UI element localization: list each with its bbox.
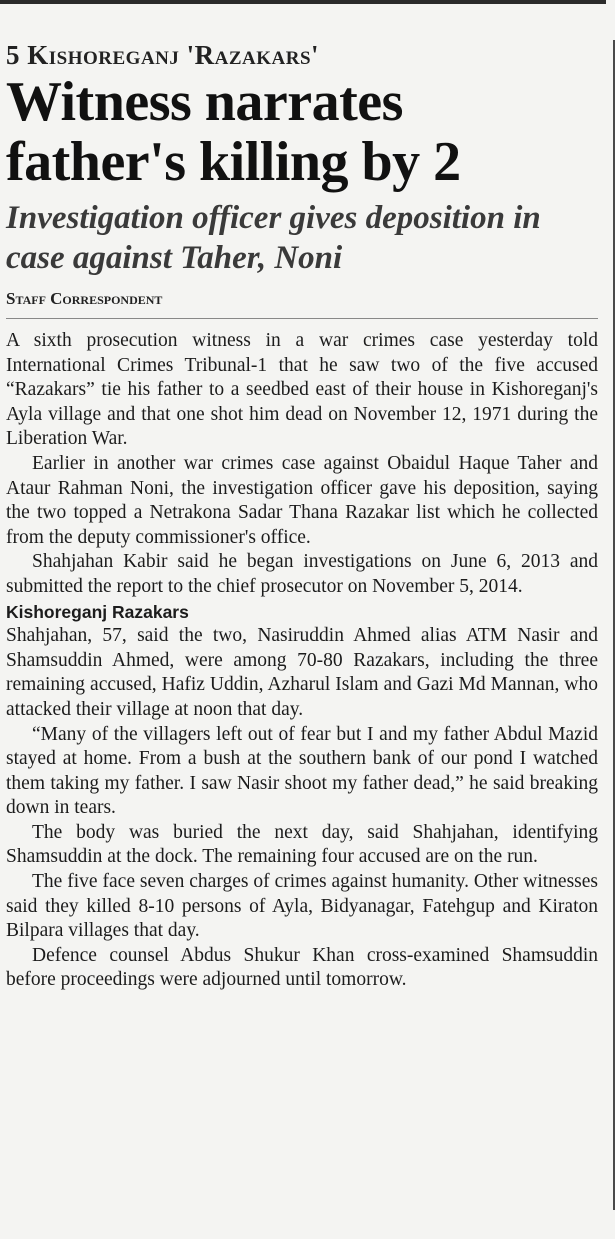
byline-divider	[6, 318, 598, 319]
paragraph: The five face seven charges of crimes against humanity. Other witnesses said they killed 8-10 persons of Ayla, Bidyanagar, Fatehgup and Kiraton Bilpara villages that day.	[6, 871, 598, 942]
paragraph: Shahjahan, 57, said the two, Nasiruddin Ahmed alias ATM Nasir and Shamsuddin Ahmed, were among 70-80 Razakars, including the three remaining accused, Hafiz Uddin, Azharul Islam and Gazi Md Mannan, who attacked their village at noon that day.	[6, 625, 598, 720]
paragraph: “Many of the villagers left out of fear but I and my father Abdul Mazid stayed at home. From a bush at the southern bank of our pond I watched them taking my father. I saw Nasir shoot my father dead,” he said breaking down in tears.	[6, 723, 598, 819]
paragraph: Earlier in another war crimes case against Obaidul Haque Taher and Ataur Rahman Noni, the investigation officer gave his deposition, saying the two topped a Netrakona Sadar Thana Razakar list which he collected from the deputy commissioner's office.	[6, 452, 598, 548]
news-article	[6, 38, 598, 993]
top-rule	[0, 0, 606, 4]
deck-subheadline: Investigation officer gives deposition in case against Taher, Noni	[6, 200, 541, 276]
kicker: 5 Kishoreganj 'Razakars'	[6, 40, 320, 70]
paragraph: A sixth prosecution witness in a war crimes case yesterday told International Crimes Tribunal-1 that he saw two of the five accused “Razakars” tie his father to a seedbed east of their house in Kishoreganj's Ayla village and that one shot him dead on November 12, 1971 during the Liberation War.	[6, 330, 598, 450]
headline	[6, 72, 598, 192]
headline-line-1: Witness narrates	[6, 71, 403, 133]
headline-line-2: father's killing by 2	[6, 131, 461, 193]
section-subhead: Kishoreganj Razakars	[6, 601, 189, 622]
byline: Staff Correspondent	[6, 289, 163, 308]
article-body	[6, 329, 598, 993]
paragraph: Shahjahan Kabir said he began investigations on June 6, 2013 and submitted the report to the chief prosecutor on November 5, 2014.	[6, 551, 598, 597]
paragraph: The body was buried the next day, said Shahjahan, identifying Shamsuddin at the dock. The remaining four accused are on the run.	[6, 821, 598, 868]
paragraph: Defence counsel Abdus Shukur Khan cross-examined Shamsuddin before proceedings were adjourned until tomorrow.	[6, 944, 598, 991]
